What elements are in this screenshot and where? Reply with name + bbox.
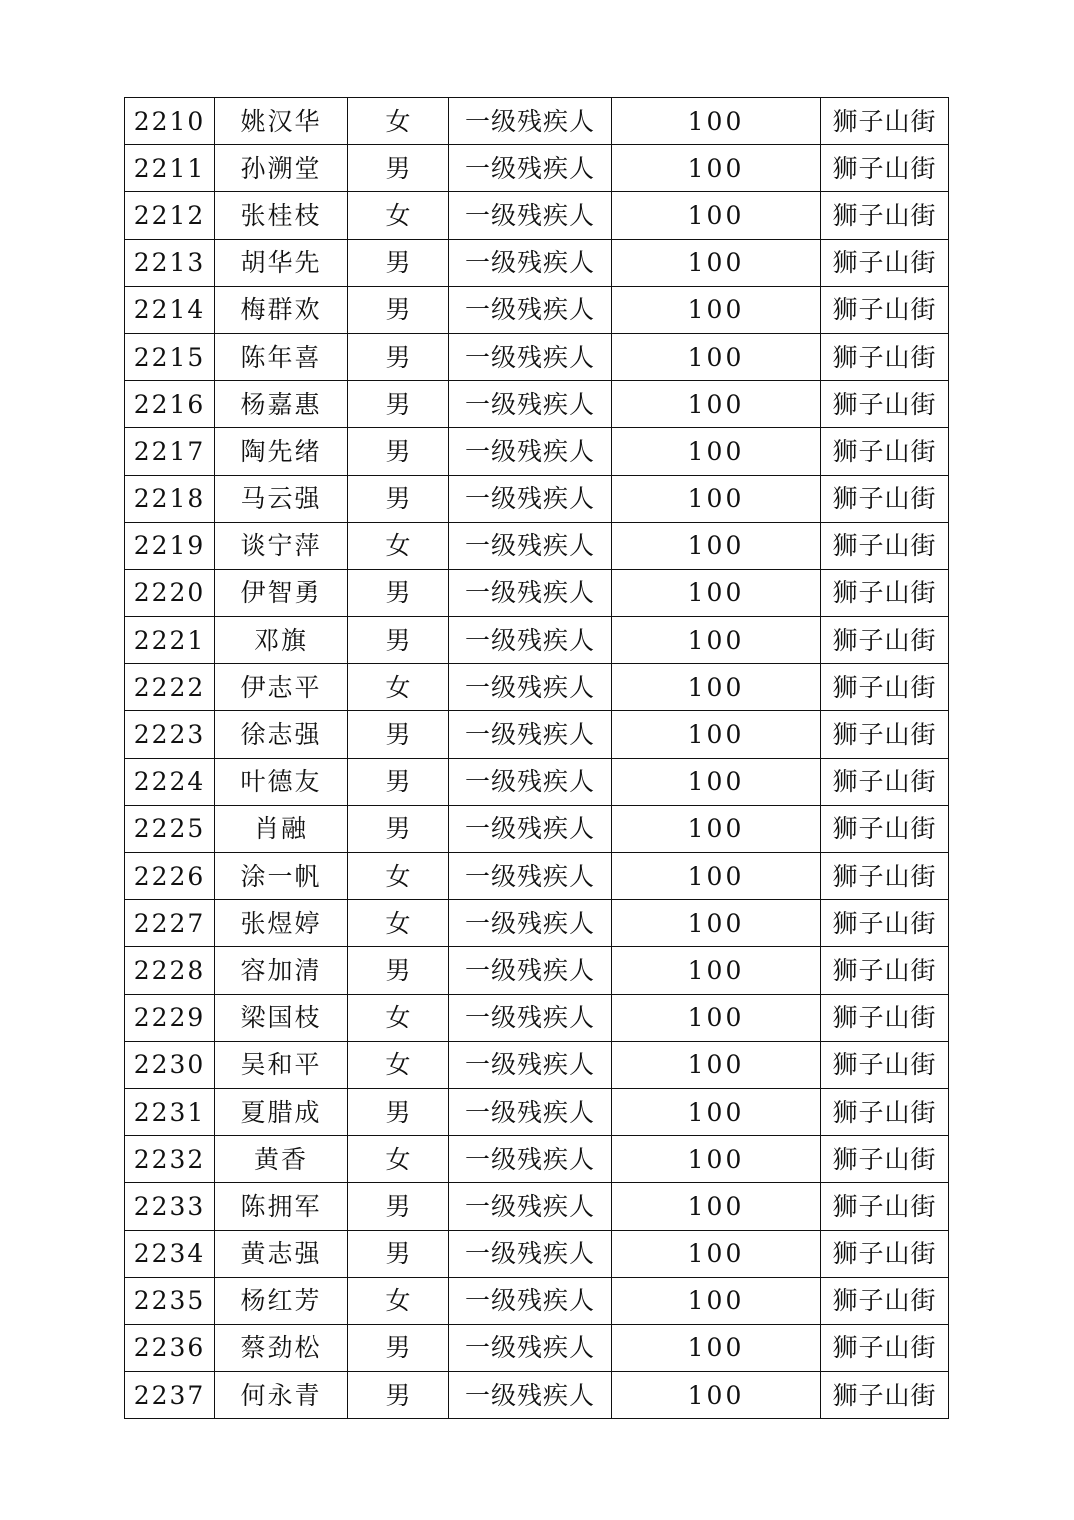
gender-cell: 女 xyxy=(348,900,449,947)
street-cell: 狮子山街 xyxy=(821,98,949,145)
name-cell: 胡华先 xyxy=(215,239,348,286)
serial-number-cell: 2217 xyxy=(125,428,215,475)
disability-level-cell: 一级残疾人 xyxy=(449,1088,612,1135)
table-row xyxy=(125,569,949,616)
serial-number-cell: 2221 xyxy=(125,617,215,664)
table-row xyxy=(125,994,949,1041)
street-cell: 狮子山街 xyxy=(821,1372,949,1419)
amount-cell: 100 xyxy=(612,475,821,522)
serial-number-cell: 2226 xyxy=(125,853,215,900)
disability-level-cell: 一级残疾人 xyxy=(449,239,612,286)
amount-cell: 100 xyxy=(612,428,821,475)
table-row xyxy=(125,853,949,900)
serial-number-cell: 2225 xyxy=(125,805,215,852)
amount-cell: 100 xyxy=(612,900,821,947)
roster-table-body xyxy=(125,98,949,1419)
serial-number-cell: 2214 xyxy=(125,286,215,333)
gender-cell: 男 xyxy=(348,617,449,664)
gender-cell: 男 xyxy=(348,1324,449,1371)
name-cell: 杨红芳 xyxy=(215,1277,348,1324)
name-cell: 伊智勇 xyxy=(215,569,348,616)
name-cell: 肖融 xyxy=(215,805,348,852)
serial-number-cell: 2236 xyxy=(125,1324,215,1371)
serial-number-cell: 2237 xyxy=(125,1372,215,1419)
disability-level-cell: 一级残疾人 xyxy=(449,569,612,616)
street-cell: 狮子山街 xyxy=(821,617,949,664)
serial-number-cell: 2232 xyxy=(125,1136,215,1183)
amount-cell: 100 xyxy=(612,1324,821,1371)
amount-cell: 100 xyxy=(612,853,821,900)
street-cell: 狮子山街 xyxy=(821,145,949,192)
serial-number-cell: 2223 xyxy=(125,711,215,758)
street-cell: 狮子山街 xyxy=(821,475,949,522)
gender-cell: 女 xyxy=(348,98,449,145)
serial-number-cell: 2219 xyxy=(125,522,215,569)
serial-number-cell: 2228 xyxy=(125,947,215,994)
gender-cell: 女 xyxy=(348,994,449,1041)
street-cell: 狮子山街 xyxy=(821,1277,949,1324)
amount-cell: 100 xyxy=(612,758,821,805)
gender-cell: 女 xyxy=(348,522,449,569)
name-cell: 何永青 xyxy=(215,1372,348,1419)
name-cell: 梁国枝 xyxy=(215,994,348,1041)
gender-cell: 女 xyxy=(348,664,449,711)
street-cell: 狮子山街 xyxy=(821,428,949,475)
gender-cell: 男 xyxy=(348,1088,449,1135)
serial-number-cell: 2216 xyxy=(125,381,215,428)
street-cell: 狮子山街 xyxy=(821,1183,949,1230)
table-row xyxy=(125,1372,949,1419)
name-cell: 夏腊成 xyxy=(215,1088,348,1135)
disability-level-cell: 一级残疾人 xyxy=(449,428,612,475)
name-cell: 黄香 xyxy=(215,1136,348,1183)
serial-number-cell: 2230 xyxy=(125,1041,215,1088)
street-cell: 狮子山街 xyxy=(821,711,949,758)
table-row xyxy=(125,1041,949,1088)
amount-cell: 100 xyxy=(612,1088,821,1135)
name-cell: 徐志强 xyxy=(215,711,348,758)
amount-cell: 100 xyxy=(612,333,821,380)
street-cell: 狮子山街 xyxy=(821,758,949,805)
gender-cell: 男 xyxy=(348,1372,449,1419)
amount-cell: 100 xyxy=(612,1230,821,1277)
disability-level-cell: 一级残疾人 xyxy=(449,1041,612,1088)
disability-level-cell: 一级残疾人 xyxy=(449,853,612,900)
gender-cell: 男 xyxy=(348,758,449,805)
amount-cell: 100 xyxy=(612,145,821,192)
amount-cell: 100 xyxy=(612,569,821,616)
street-cell: 狮子山街 xyxy=(821,522,949,569)
disability-level-cell: 一级残疾人 xyxy=(449,1324,612,1371)
amount-cell: 100 xyxy=(612,1041,821,1088)
amount-cell: 100 xyxy=(612,98,821,145)
name-cell: 陈年喜 xyxy=(215,333,348,380)
disability-level-cell: 一级残疾人 xyxy=(449,805,612,852)
name-cell: 蔡劲松 xyxy=(215,1324,348,1371)
serial-number-cell: 2234 xyxy=(125,1230,215,1277)
disability-level-cell: 一级残疾人 xyxy=(449,994,612,1041)
street-cell: 狮子山街 xyxy=(821,1041,949,1088)
gender-cell: 女 xyxy=(348,1277,449,1324)
amount-cell: 100 xyxy=(612,1372,821,1419)
gender-cell: 男 xyxy=(348,711,449,758)
street-cell: 狮子山街 xyxy=(821,1088,949,1135)
name-cell: 孙溯堂 xyxy=(215,145,348,192)
amount-cell: 100 xyxy=(612,664,821,711)
serial-number-cell: 2224 xyxy=(125,758,215,805)
street-cell: 狮子山街 xyxy=(821,1230,949,1277)
amount-cell: 100 xyxy=(612,286,821,333)
street-cell: 狮子山街 xyxy=(821,286,949,333)
gender-cell: 男 xyxy=(348,239,449,286)
table-row xyxy=(125,381,949,428)
table-row xyxy=(125,98,949,145)
roster-table xyxy=(124,97,949,1419)
name-cell: 张桂枝 xyxy=(215,192,348,239)
gender-cell: 男 xyxy=(348,1230,449,1277)
name-cell: 杨嘉惠 xyxy=(215,381,348,428)
gender-cell: 女 xyxy=(348,192,449,239)
serial-number-cell: 2220 xyxy=(125,569,215,616)
street-cell: 狮子山街 xyxy=(821,664,949,711)
table-row xyxy=(125,239,949,286)
name-cell: 吴和平 xyxy=(215,1041,348,1088)
name-cell: 陶先绪 xyxy=(215,428,348,475)
name-cell: 容加清 xyxy=(215,947,348,994)
name-cell: 陈拥军 xyxy=(215,1183,348,1230)
serial-number-cell: 2213 xyxy=(125,239,215,286)
disability-level-cell: 一级残疾人 xyxy=(449,475,612,522)
table-row xyxy=(125,805,949,852)
gender-cell: 男 xyxy=(348,428,449,475)
gender-cell: 男 xyxy=(348,475,449,522)
disability-level-cell: 一级残疾人 xyxy=(449,522,612,569)
gender-cell: 女 xyxy=(348,1041,449,1088)
serial-number-cell: 2212 xyxy=(125,192,215,239)
street-cell: 狮子山街 xyxy=(821,1136,949,1183)
table-row xyxy=(125,711,949,758)
street-cell: 狮子山街 xyxy=(821,853,949,900)
street-cell: 狮子山街 xyxy=(821,900,949,947)
amount-cell: 100 xyxy=(612,192,821,239)
disability-level-cell: 一级残疾人 xyxy=(449,286,612,333)
street-cell: 狮子山街 xyxy=(821,381,949,428)
table-row xyxy=(125,1136,949,1183)
gender-cell: 男 xyxy=(348,1183,449,1230)
gender-cell: 男 xyxy=(348,805,449,852)
table-row xyxy=(125,286,949,333)
serial-number-cell: 2235 xyxy=(125,1277,215,1324)
disability-level-cell: 一级残疾人 xyxy=(449,192,612,239)
disability-level-cell: 一级残疾人 xyxy=(449,900,612,947)
name-cell: 张煜婷 xyxy=(215,900,348,947)
disability-level-cell: 一级残疾人 xyxy=(449,1136,612,1183)
serial-number-cell: 2211 xyxy=(125,145,215,192)
disability-level-cell: 一级残疾人 xyxy=(449,617,612,664)
disability-level-cell: 一级残疾人 xyxy=(449,145,612,192)
table-row xyxy=(125,522,949,569)
disability-level-cell: 一级残疾人 xyxy=(449,333,612,380)
disability-level-cell: 一级残疾人 xyxy=(449,1277,612,1324)
serial-number-cell: 2229 xyxy=(125,994,215,1041)
serial-number-cell: 2227 xyxy=(125,900,215,947)
table-row xyxy=(125,617,949,664)
disability-level-cell: 一级残疾人 xyxy=(449,1230,612,1277)
table-row xyxy=(125,1088,949,1135)
name-cell: 叶德友 xyxy=(215,758,348,805)
amount-cell: 100 xyxy=(612,994,821,1041)
serial-number-cell: 2222 xyxy=(125,664,215,711)
table-row xyxy=(125,428,949,475)
table-row xyxy=(125,145,949,192)
gender-cell: 男 xyxy=(348,286,449,333)
street-cell: 狮子山街 xyxy=(821,805,949,852)
serial-number-cell: 2233 xyxy=(125,1183,215,1230)
gender-cell: 女 xyxy=(348,1136,449,1183)
amount-cell: 100 xyxy=(612,805,821,852)
name-cell: 伊志平 xyxy=(215,664,348,711)
serial-number-cell: 2215 xyxy=(125,333,215,380)
street-cell: 狮子山街 xyxy=(821,947,949,994)
table-row xyxy=(125,1277,949,1324)
table-row xyxy=(125,900,949,947)
table-row xyxy=(125,333,949,380)
name-cell: 马云强 xyxy=(215,475,348,522)
amount-cell: 100 xyxy=(612,381,821,428)
name-cell: 黄志强 xyxy=(215,1230,348,1277)
amount-cell: 100 xyxy=(612,239,821,286)
name-cell: 谈宁萍 xyxy=(215,522,348,569)
amount-cell: 100 xyxy=(612,1183,821,1230)
gender-cell: 男 xyxy=(348,947,449,994)
serial-number-cell: 2231 xyxy=(125,1088,215,1135)
amount-cell: 100 xyxy=(612,522,821,569)
amount-cell: 100 xyxy=(612,947,821,994)
amount-cell: 100 xyxy=(612,1136,821,1183)
table-row xyxy=(125,475,949,522)
disability-level-cell: 一级残疾人 xyxy=(449,947,612,994)
table-row xyxy=(125,192,949,239)
street-cell: 狮子山街 xyxy=(821,333,949,380)
disability-level-cell: 一级残疾人 xyxy=(449,98,612,145)
disability-level-cell: 一级残疾人 xyxy=(449,711,612,758)
street-cell: 狮子山街 xyxy=(821,1324,949,1371)
disability-level-cell: 一级残疾人 xyxy=(449,758,612,805)
amount-cell: 100 xyxy=(612,617,821,664)
table-row xyxy=(125,758,949,805)
gender-cell: 女 xyxy=(348,853,449,900)
gender-cell: 男 xyxy=(348,145,449,192)
name-cell: 邓旗 xyxy=(215,617,348,664)
disability-level-cell: 一级残疾人 xyxy=(449,1183,612,1230)
table-row xyxy=(125,1324,949,1371)
disability-level-cell: 一级残疾人 xyxy=(449,664,612,711)
gender-cell: 男 xyxy=(348,333,449,380)
serial-number-cell: 2210 xyxy=(125,98,215,145)
table-row xyxy=(125,664,949,711)
amount-cell: 100 xyxy=(612,711,821,758)
street-cell: 狮子山街 xyxy=(821,192,949,239)
amount-cell: 100 xyxy=(612,1277,821,1324)
table-row xyxy=(125,947,949,994)
street-cell: 狮子山街 xyxy=(821,994,949,1041)
table-row xyxy=(125,1183,949,1230)
gender-cell: 男 xyxy=(348,569,449,616)
gender-cell: 男 xyxy=(348,381,449,428)
serial-number-cell: 2218 xyxy=(125,475,215,522)
street-cell: 狮子山街 xyxy=(821,239,949,286)
disability-level-cell: 一级残疾人 xyxy=(449,1372,612,1419)
disability-level-cell: 一级残疾人 xyxy=(449,381,612,428)
table-row xyxy=(125,1230,949,1277)
name-cell: 梅群欢 xyxy=(215,286,348,333)
name-cell: 涂一帆 xyxy=(215,853,348,900)
name-cell: 姚汉华 xyxy=(215,98,348,145)
street-cell: 狮子山街 xyxy=(821,569,949,616)
